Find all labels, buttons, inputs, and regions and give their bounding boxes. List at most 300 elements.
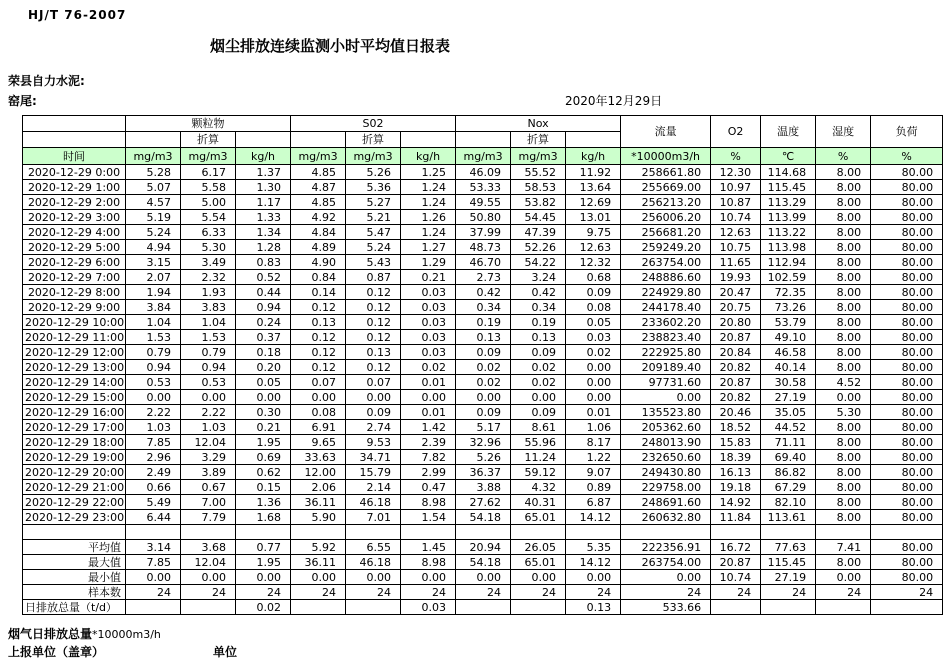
value-cell: 3.88 bbox=[456, 480, 511, 495]
value-cell: 53.33 bbox=[456, 180, 511, 195]
summary-label: 平均值 bbox=[23, 540, 126, 555]
value-cell: 20.82 bbox=[711, 390, 761, 405]
value-cell: 248013.90 bbox=[621, 435, 711, 450]
value-cell: 0.79 bbox=[181, 345, 236, 360]
time-cell: 2020-12-29 7:00 bbox=[23, 270, 126, 285]
value-cell: 6.91 bbox=[291, 420, 346, 435]
value-cell: 80.00 bbox=[871, 435, 943, 450]
value-cell: 4.92 bbox=[291, 210, 346, 225]
value-cell: 0.05 bbox=[566, 315, 621, 330]
value-cell: 4.85 bbox=[291, 165, 346, 180]
value-cell: 8.00 bbox=[816, 270, 871, 285]
table-row bbox=[23, 480, 943, 495]
value-cell: 8.00 bbox=[816, 450, 871, 465]
value-cell: 0.13 bbox=[291, 315, 346, 330]
value-cell: 0.00 bbox=[566, 375, 621, 390]
value-cell: 20.82 bbox=[711, 360, 761, 375]
summary-value-cell: 80.00 bbox=[871, 555, 943, 570]
value-cell: 5.43 bbox=[346, 255, 401, 270]
value-cell: 0.03 bbox=[401, 345, 456, 360]
value-cell: 7.01 bbox=[346, 510, 401, 525]
value-cell: 0.02 bbox=[566, 345, 621, 360]
value-cell: 1.03 bbox=[126, 420, 181, 435]
value-cell: 54.18 bbox=[456, 510, 511, 525]
value-cell: 5.24 bbox=[126, 225, 181, 240]
group-o2: O2 bbox=[711, 116, 761, 148]
value-cell: 1.34 bbox=[236, 225, 291, 240]
summary-value-cell: 65.01 bbox=[511, 555, 566, 570]
value-cell: 2.49 bbox=[126, 465, 181, 480]
time-cell: 2020-12-29 20:00 bbox=[23, 465, 126, 480]
value-cell: 80.00 bbox=[871, 360, 943, 375]
summary-value-cell: 24 bbox=[816, 585, 871, 600]
time-cell: 2020-12-29 10:00 bbox=[23, 315, 126, 330]
value-cell: 5.30 bbox=[816, 405, 871, 420]
group-humidity: 湿度 bbox=[816, 116, 871, 148]
value-cell: 2.32 bbox=[181, 270, 236, 285]
value-cell: 44.52 bbox=[761, 420, 816, 435]
summary-row bbox=[23, 600, 943, 615]
value-cell: 12.69 bbox=[566, 195, 621, 210]
table-row bbox=[23, 315, 943, 330]
value-cell: 135523.80 bbox=[621, 405, 711, 420]
summary-row bbox=[23, 555, 943, 570]
value-cell: 80.00 bbox=[871, 180, 943, 195]
corner-cell-2 bbox=[23, 132, 126, 148]
value-cell: 72.35 bbox=[761, 285, 816, 300]
summary-value-cell: 7.41 bbox=[816, 540, 871, 555]
value-cell: 6.33 bbox=[181, 225, 236, 240]
blank-cell bbox=[511, 525, 566, 540]
value-cell: 0.05 bbox=[236, 375, 291, 390]
page-title: 烟尘排放连续监测小时平均值日报表 bbox=[209, 37, 450, 55]
summary-label: 样本数 bbox=[23, 585, 126, 600]
blank-cell bbox=[761, 525, 816, 540]
summary-value-cell: 0.00 bbox=[456, 570, 511, 585]
summary-value-cell: 8.98 bbox=[401, 555, 456, 570]
value-cell: 1.27 bbox=[401, 240, 456, 255]
value-cell: 0.69 bbox=[236, 450, 291, 465]
summary-value-cell bbox=[511, 600, 566, 615]
value-cell: 80.00 bbox=[871, 315, 943, 330]
company-name: 荣县自力水泥: bbox=[8, 74, 85, 88]
unit-cell: kg/h bbox=[236, 148, 291, 165]
value-cell: 3.15 bbox=[126, 255, 181, 270]
value-cell: 40.14 bbox=[761, 360, 816, 375]
value-cell: 80.00 bbox=[871, 225, 943, 240]
value-cell: 7.00 bbox=[181, 495, 236, 510]
value-cell: 249430.80 bbox=[621, 465, 711, 480]
value-cell: 20.80 bbox=[711, 315, 761, 330]
value-cell: 8.61 bbox=[511, 420, 566, 435]
value-cell: 113.22 bbox=[761, 225, 816, 240]
blank-cell bbox=[291, 525, 346, 540]
value-cell: 9.53 bbox=[346, 435, 401, 450]
value-cell: 16.13 bbox=[711, 465, 761, 480]
value-cell: 222925.80 bbox=[621, 345, 711, 360]
value-cell: 46.18 bbox=[346, 495, 401, 510]
table-row bbox=[23, 375, 943, 390]
summary-value-cell: 0.77 bbox=[236, 540, 291, 555]
value-cell: 113.29 bbox=[761, 195, 816, 210]
value-cell: 0.83 bbox=[236, 255, 291, 270]
value-cell: 97731.60 bbox=[621, 375, 711, 390]
value-cell: 54.45 bbox=[511, 210, 566, 225]
value-cell: 4.90 bbox=[291, 255, 346, 270]
value-cell: 86.82 bbox=[761, 465, 816, 480]
value-cell: 80.00 bbox=[871, 240, 943, 255]
value-cell: 255669.00 bbox=[621, 180, 711, 195]
value-cell: 259249.20 bbox=[621, 240, 711, 255]
value-cell: 0.09 bbox=[511, 405, 566, 420]
value-cell: 80.00 bbox=[871, 270, 943, 285]
value-cell: 0.02 bbox=[456, 375, 511, 390]
summary-value-cell: 20.87 bbox=[711, 555, 761, 570]
value-cell: 5.24 bbox=[346, 240, 401, 255]
value-cell: 5.54 bbox=[181, 210, 236, 225]
summary-value-cell: 24 bbox=[711, 585, 761, 600]
summary-value-cell bbox=[711, 600, 761, 615]
value-cell: 19.93 bbox=[711, 270, 761, 285]
value-cell: 0.13 bbox=[346, 345, 401, 360]
value-cell: 0.47 bbox=[401, 480, 456, 495]
summary-label: 最小值 bbox=[23, 570, 126, 585]
value-cell: 8.00 bbox=[816, 345, 871, 360]
value-cell: 47.39 bbox=[511, 225, 566, 240]
value-cell: 0.09 bbox=[511, 345, 566, 360]
summary-row bbox=[23, 540, 943, 555]
value-cell: 6.17 bbox=[181, 165, 236, 180]
blank-cell bbox=[871, 525, 943, 540]
value-cell: 0.02 bbox=[511, 360, 566, 375]
value-cell: 0.12 bbox=[291, 300, 346, 315]
summary-value-cell: 0.00 bbox=[181, 570, 236, 585]
value-cell: 8.00 bbox=[816, 180, 871, 195]
value-cell: 1.54 bbox=[401, 510, 456, 525]
summary-value-cell bbox=[181, 600, 236, 615]
value-cell: 2.14 bbox=[346, 480, 401, 495]
value-cell: 229758.00 bbox=[621, 480, 711, 495]
value-cell: 0.84 bbox=[291, 270, 346, 285]
unit-cell: % bbox=[871, 148, 943, 165]
summary-value-cell: 7.85 bbox=[126, 555, 181, 570]
summary-value-cell: 0.13 bbox=[566, 600, 621, 615]
value-cell: 80.00 bbox=[871, 510, 943, 525]
value-cell: 209189.40 bbox=[621, 360, 711, 375]
standard-number: HJ/T 76-2007 bbox=[28, 8, 127, 22]
value-cell: 1.28 bbox=[236, 240, 291, 255]
value-cell: 1.06 bbox=[566, 420, 621, 435]
value-cell: 233602.20 bbox=[621, 315, 711, 330]
blank-cell bbox=[566, 132, 621, 148]
value-cell: 14.12 bbox=[566, 510, 621, 525]
value-cell: 0.00 bbox=[401, 390, 456, 405]
value-cell: 0.79 bbox=[126, 345, 181, 360]
table-row bbox=[23, 435, 943, 450]
summary-value-cell: 24 bbox=[291, 585, 346, 600]
footer bbox=[8, 625, 945, 661]
value-cell: 5.90 bbox=[291, 510, 346, 525]
value-cell: 4.85 bbox=[291, 195, 346, 210]
value-cell: 80.00 bbox=[871, 450, 943, 465]
table-row bbox=[23, 390, 943, 405]
summary-value-cell: 27.19 bbox=[761, 570, 816, 585]
flue-total-unit: *10000m3/h bbox=[92, 628, 161, 641]
value-cell: 3.83 bbox=[181, 300, 236, 315]
blank-cell bbox=[711, 525, 761, 540]
value-cell: 0.19 bbox=[511, 315, 566, 330]
value-cell: 0.12 bbox=[346, 285, 401, 300]
table-row bbox=[23, 195, 943, 210]
location-line bbox=[8, 92, 945, 108]
value-cell: 5.19 bbox=[126, 210, 181, 225]
value-cell: 113.61 bbox=[761, 510, 816, 525]
report-unit-label: 上报单位（盖章） bbox=[8, 645, 105, 659]
unit-cell: kg/h bbox=[566, 148, 621, 165]
table-row bbox=[23, 345, 943, 360]
value-cell: 2.96 bbox=[126, 450, 181, 465]
value-cell: 5.17 bbox=[456, 420, 511, 435]
value-cell: 5.28 bbox=[126, 165, 181, 180]
value-cell: 256213.20 bbox=[621, 195, 711, 210]
units-header-row bbox=[23, 148, 943, 165]
value-cell: 0.00 bbox=[511, 390, 566, 405]
blank-cell bbox=[23, 525, 126, 540]
value-cell: 46.58 bbox=[761, 345, 816, 360]
value-cell: 256681.20 bbox=[621, 225, 711, 240]
value-cell: 263754.00 bbox=[621, 255, 711, 270]
value-cell: 5.21 bbox=[346, 210, 401, 225]
value-cell: 3.89 bbox=[181, 465, 236, 480]
value-cell: 5.26 bbox=[456, 450, 511, 465]
blank-cell bbox=[456, 525, 511, 540]
value-cell: 12.00 bbox=[291, 465, 346, 480]
table-row bbox=[23, 180, 943, 195]
summary-value-cell: 24 bbox=[126, 585, 181, 600]
value-cell: 59.12 bbox=[511, 465, 566, 480]
value-cell: 115.45 bbox=[761, 180, 816, 195]
summary-value-cell: 24 bbox=[871, 585, 943, 600]
value-cell: 5.30 bbox=[181, 240, 236, 255]
value-cell: 80.00 bbox=[871, 330, 943, 345]
value-cell: 0.02 bbox=[401, 360, 456, 375]
value-cell: 80.00 bbox=[871, 465, 943, 480]
value-cell: 0.03 bbox=[401, 285, 456, 300]
summary-value-cell bbox=[291, 600, 346, 615]
summary-value-cell: 54.18 bbox=[456, 555, 511, 570]
value-cell: 15.79 bbox=[346, 465, 401, 480]
value-cell: 18.52 bbox=[711, 420, 761, 435]
value-cell: 10.75 bbox=[711, 240, 761, 255]
value-cell: 1.17 bbox=[236, 195, 291, 210]
value-cell: 65.01 bbox=[511, 510, 566, 525]
blank-cell bbox=[236, 132, 291, 148]
value-cell: 40.31 bbox=[511, 495, 566, 510]
value-cell: 8.00 bbox=[816, 330, 871, 345]
value-cell: 55.96 bbox=[511, 435, 566, 450]
summary-value-cell: 0.00 bbox=[566, 570, 621, 585]
value-cell: 0.03 bbox=[566, 330, 621, 345]
value-cell: 37.99 bbox=[456, 225, 511, 240]
summary-value-cell: 3.14 bbox=[126, 540, 181, 555]
value-cell: 46.70 bbox=[456, 255, 511, 270]
value-cell: 0.08 bbox=[291, 405, 346, 420]
value-cell: 20.75 bbox=[711, 300, 761, 315]
value-cell: 8.98 bbox=[401, 495, 456, 510]
summary-value-cell: 12.04 bbox=[181, 555, 236, 570]
value-cell: 58.53 bbox=[511, 180, 566, 195]
value-cell: 205362.60 bbox=[621, 420, 711, 435]
value-cell: 0.12 bbox=[291, 345, 346, 360]
value-cell: 224929.80 bbox=[621, 285, 711, 300]
summary-value-cell: 263754.00 bbox=[621, 555, 711, 570]
value-cell: 5.47 bbox=[346, 225, 401, 240]
time-cell: 2020-12-29 19:00 bbox=[23, 450, 126, 465]
value-cell: 0.00 bbox=[346, 390, 401, 405]
summary-value-cell: 14.12 bbox=[566, 555, 621, 570]
value-cell: 12.32 bbox=[566, 255, 621, 270]
group-so2: S02 bbox=[291, 116, 456, 132]
value-cell: 0.87 bbox=[346, 270, 401, 285]
value-cell: 10.87 bbox=[711, 195, 761, 210]
value-cell: 3.49 bbox=[181, 255, 236, 270]
summary-value-cell: 24 bbox=[401, 585, 456, 600]
value-cell: 0.00 bbox=[236, 390, 291, 405]
value-cell: 102.59 bbox=[761, 270, 816, 285]
value-cell: 113.99 bbox=[761, 210, 816, 225]
blank-cell bbox=[621, 525, 711, 540]
value-cell: 80.00 bbox=[871, 285, 943, 300]
value-cell: 7.85 bbox=[126, 435, 181, 450]
value-cell: 8.00 bbox=[816, 480, 871, 495]
value-cell: 1.26 bbox=[401, 210, 456, 225]
time-cell: 2020-12-29 23:00 bbox=[23, 510, 126, 525]
value-cell: 1.93 bbox=[181, 285, 236, 300]
table-row bbox=[23, 405, 943, 420]
value-cell: 4.57 bbox=[126, 195, 181, 210]
unit-label: 单位 bbox=[213, 645, 238, 659]
value-cell: 7.82 bbox=[401, 450, 456, 465]
time-cell: 2020-12-29 8:00 bbox=[23, 285, 126, 300]
value-cell: 0.12 bbox=[346, 360, 401, 375]
value-cell: 2.73 bbox=[456, 270, 511, 285]
blank-cell bbox=[126, 132, 181, 148]
value-cell: 18.39 bbox=[711, 450, 761, 465]
value-cell: 0.89 bbox=[566, 480, 621, 495]
unit-cell: mg/m3 bbox=[456, 148, 511, 165]
value-cell: 1.29 bbox=[401, 255, 456, 270]
blank-cell bbox=[346, 525, 401, 540]
unit-cell: mg/m3 bbox=[126, 148, 181, 165]
value-cell: 53.79 bbox=[761, 315, 816, 330]
value-cell: 0.12 bbox=[346, 315, 401, 330]
value-cell: 5.26 bbox=[346, 165, 401, 180]
value-cell: 27.19 bbox=[761, 390, 816, 405]
blank-cell bbox=[401, 525, 456, 540]
summary-label: 日排放总量（t/d） bbox=[23, 600, 126, 615]
value-cell: 0.15 bbox=[236, 480, 291, 495]
summary-value-cell: 26.05 bbox=[511, 540, 566, 555]
value-cell: 8.00 bbox=[816, 495, 871, 510]
group-pm: 颗粒物 bbox=[126, 116, 291, 132]
value-cell: 1.03 bbox=[181, 420, 236, 435]
group-flow: 流量 bbox=[621, 116, 711, 148]
summary-value-cell bbox=[456, 600, 511, 615]
time-cell: 2020-12-29 12:00 bbox=[23, 345, 126, 360]
unit-cell: mg/m3 bbox=[511, 148, 566, 165]
value-cell: 1.04 bbox=[181, 315, 236, 330]
value-cell: 80.00 bbox=[871, 420, 943, 435]
time-cell: 2020-12-29 14:00 bbox=[23, 375, 126, 390]
value-cell: 4.52 bbox=[816, 375, 871, 390]
value-cell: 0.00 bbox=[566, 360, 621, 375]
pm-converted-label: 折算 bbox=[181, 132, 236, 148]
value-cell: 30.58 bbox=[761, 375, 816, 390]
value-cell: 0.12 bbox=[291, 360, 346, 375]
table-row bbox=[23, 225, 943, 240]
value-cell: 5.27 bbox=[346, 195, 401, 210]
value-cell: 8.00 bbox=[816, 240, 871, 255]
time-cell: 2020-12-29 3:00 bbox=[23, 210, 126, 225]
group-nox: Nox bbox=[456, 116, 621, 132]
summary-value-cell: 0.00 bbox=[621, 570, 711, 585]
summary-value-cell: 80.00 bbox=[871, 570, 943, 585]
value-cell: 2.22 bbox=[126, 405, 181, 420]
value-cell: 0.44 bbox=[236, 285, 291, 300]
value-cell: 238823.40 bbox=[621, 330, 711, 345]
table-row bbox=[23, 270, 943, 285]
unit-cell: ℃ bbox=[761, 148, 816, 165]
time-cell: 2020-12-29 4:00 bbox=[23, 225, 126, 240]
value-cell: 9.65 bbox=[291, 435, 346, 450]
blank-cell bbox=[126, 525, 181, 540]
value-cell: 4.87 bbox=[291, 180, 346, 195]
summary-value-cell bbox=[126, 600, 181, 615]
summary-value-cell bbox=[346, 600, 401, 615]
value-cell: 0.00 bbox=[291, 390, 346, 405]
value-cell: 0.14 bbox=[291, 285, 346, 300]
value-cell: 49.55 bbox=[456, 195, 511, 210]
value-cell: 0.20 bbox=[236, 360, 291, 375]
value-cell: 0.42 bbox=[511, 285, 566, 300]
value-cell: 73.26 bbox=[761, 300, 816, 315]
value-cell: 0.18 bbox=[236, 345, 291, 360]
summary-value-cell: 0.00 bbox=[291, 570, 346, 585]
value-cell: 0.94 bbox=[236, 300, 291, 315]
value-cell: 80.00 bbox=[871, 480, 943, 495]
summary-value-cell: 24 bbox=[181, 585, 236, 600]
value-cell: 11.92 bbox=[566, 165, 621, 180]
value-cell: 46.09 bbox=[456, 165, 511, 180]
blank-cell bbox=[566, 525, 621, 540]
value-cell: 1.24 bbox=[401, 195, 456, 210]
value-cell: 258661.80 bbox=[621, 165, 711, 180]
value-cell: 27.62 bbox=[456, 495, 511, 510]
value-cell: 8.00 bbox=[816, 360, 871, 375]
time-cell: 2020-12-29 16:00 bbox=[23, 405, 126, 420]
summary-rows bbox=[23, 525, 943, 615]
value-cell: 1.42 bbox=[401, 420, 456, 435]
summary-value-cell: 0.00 bbox=[401, 570, 456, 585]
value-cell: 232650.60 bbox=[621, 450, 711, 465]
value-cell: 1.22 bbox=[566, 450, 621, 465]
value-cell: 80.00 bbox=[871, 345, 943, 360]
summary-value-cell: 0.00 bbox=[126, 570, 181, 585]
value-cell: 1.68 bbox=[236, 510, 291, 525]
value-cell: 0.02 bbox=[511, 375, 566, 390]
value-cell: 1.53 bbox=[126, 330, 181, 345]
value-cell: 0.53 bbox=[181, 375, 236, 390]
